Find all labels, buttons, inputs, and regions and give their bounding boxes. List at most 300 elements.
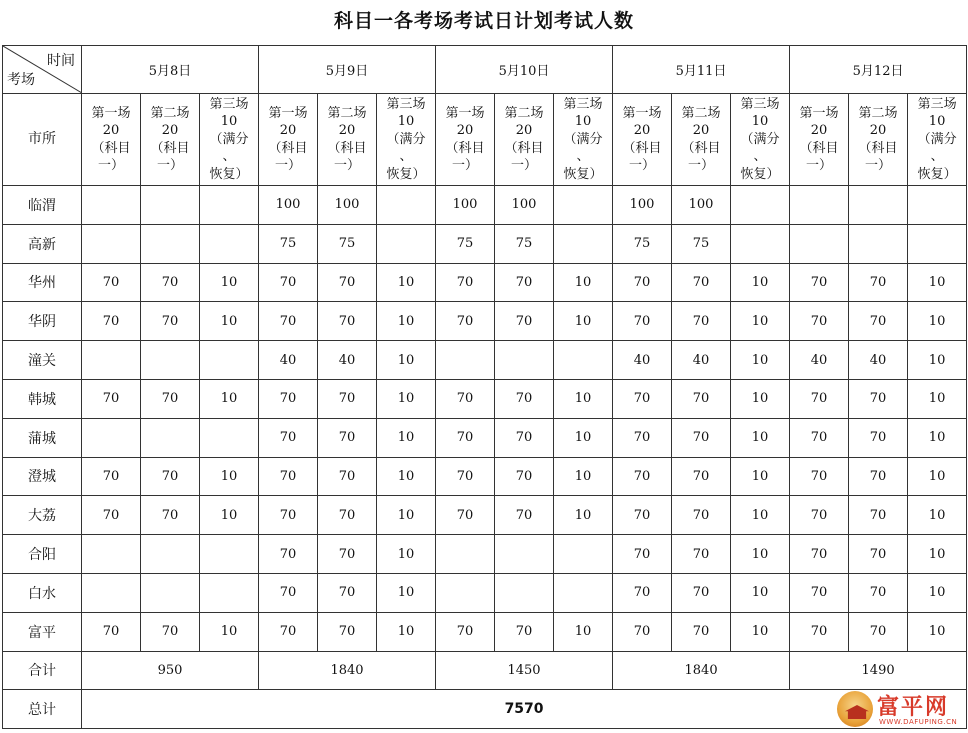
count-cell: 10 [377,263,436,302]
count-cell: 70 [495,612,554,651]
table-row [3,535,967,574]
count-cell: 100 [613,186,672,225]
count-cell: 10 [554,263,613,302]
session-header-line: 一） [451,158,478,173]
session-header-line: （科目 [91,140,131,156]
count-cell: 75 [259,224,318,263]
date-header: 5月8日 [82,46,259,94]
count-cell: 70 [82,457,141,496]
count-cell [141,418,200,457]
venue-name: 华州 [3,263,82,302]
session-header-line: 恢复） [563,166,603,182]
venue-name: 潼关 [3,341,82,380]
count-cell [200,186,259,225]
count-cell: 10 [731,457,790,496]
city-header: 市所 [3,94,82,186]
session-header-line: 20 [515,123,533,138]
count-cell: 70 [259,457,318,496]
count-cell: 70 [672,535,731,574]
date-header: 5月12日 [790,46,967,94]
session-header-line: 第一场 [268,105,308,121]
table-body [3,186,967,652]
venue-name: 澄城 [3,457,82,496]
count-cell [436,573,495,612]
count-cell: 10 [908,302,967,341]
count-cell: 70 [495,496,554,535]
count-cell [495,573,554,612]
count-cell: 70 [141,612,200,651]
venue-name: 华阴 [3,302,82,341]
count-cell [790,186,849,225]
count-cell: 70 [259,573,318,612]
count-cell: 70 [436,379,495,418]
count-cell: 70 [318,612,377,651]
count-cell: 70 [613,263,672,302]
count-cell: 10 [554,496,613,535]
count-cell: 70 [849,496,908,535]
session-header [554,94,613,186]
session-header-line: （科目 [622,140,662,156]
count-cell: 10 [200,263,259,302]
session-header-line: 恢复） [386,166,426,182]
session-header-line: （科目 [150,140,190,156]
table-row [3,302,967,341]
count-cell [377,224,436,263]
count-cell: 70 [613,496,672,535]
count-cell: 10 [377,573,436,612]
session-header-line: 、 [399,149,413,165]
count-cell: 70 [82,302,141,341]
count-cell [200,418,259,457]
count-cell [554,341,613,380]
count-cell [82,186,141,225]
count-cell: 10 [377,457,436,496]
count-cell [141,341,200,380]
session-header-line: 10 [220,114,238,130]
session-header-line: 第一场 [91,105,131,121]
count-cell [495,341,554,380]
document-title: 科目一各考场考试日计划考试人数 [333,10,634,32]
count-cell: 10 [377,302,436,341]
count-cell [200,535,259,574]
date-header: 5月10日 [436,46,613,94]
count-cell: 70 [318,302,377,341]
count-cell: 10 [554,457,613,496]
count-cell: 70 [672,302,731,341]
session-header-line: 、 [222,149,236,165]
count-cell: 10 [554,418,613,457]
session-header-line: 、 [576,149,590,165]
count-cell: 100 [318,186,377,225]
watermark-url: WWW.DAFUPING.CN [879,718,958,726]
session-header-line: 20 [279,123,297,138]
count-cell [495,535,554,574]
subtotal-value: 950 [82,651,259,690]
count-cell [731,224,790,263]
table-row [3,612,967,651]
session-header-line: （科目 [681,140,721,156]
count-cell: 10 [731,535,790,574]
date-header: 5月11日 [613,46,790,94]
count-cell: 40 [672,341,731,380]
count-cell: 70 [318,418,377,457]
session-header-line: 、 [930,149,944,165]
count-cell: 40 [849,341,908,380]
session-header-line: 一） [97,158,124,173]
count-cell [554,224,613,263]
session-header-line: 20 [161,123,179,138]
count-cell: 70 [790,535,849,574]
count-cell: 70 [672,496,731,535]
session-header [731,94,790,186]
count-cell: 70 [849,302,908,341]
count-cell: 70 [790,418,849,457]
count-cell: 10 [554,302,613,341]
session-header-line: 20 [338,123,356,138]
count-cell: 70 [141,379,200,418]
count-cell: 10 [377,496,436,535]
table-row [3,186,967,225]
count-cell: 70 [259,418,318,457]
grand-total-value: 7570 [82,690,967,729]
session-header-line: 第三场 [917,96,957,112]
table-row [3,573,967,612]
count-cell: 10 [908,379,967,418]
count-cell: 70 [613,457,672,496]
count-cell: 10 [908,341,967,380]
count-cell: 70 [672,379,731,418]
session-header-line: （满分 [386,131,426,147]
table-row [3,418,967,457]
grand-total-row [3,690,967,729]
count-cell [849,224,908,263]
session-header-line: 第二场 [150,105,190,121]
session-header [849,94,908,186]
venue-name: 高新 [3,224,82,263]
count-cell: 10 [908,496,967,535]
count-cell [731,186,790,225]
count-cell: 10 [908,263,967,302]
venue-name: 韩城 [3,379,82,418]
count-cell [141,186,200,225]
count-cell: 10 [731,302,790,341]
count-cell: 70 [495,457,554,496]
count-cell: 70 [436,457,495,496]
count-cell: 70 [436,263,495,302]
count-cell: 70 [141,457,200,496]
count-cell [849,186,908,225]
gate-tower-icon [837,691,873,727]
subtotal-row [3,651,967,690]
table-row [3,263,967,302]
exam-schedule-table [2,45,967,729]
count-cell: 40 [318,341,377,380]
time-corner-label: 时间 [47,53,75,69]
count-cell [377,186,436,225]
count-cell: 70 [672,418,731,457]
count-cell: 75 [436,224,495,263]
session-header-line: 第三场 [209,96,249,112]
count-cell: 70 [259,263,318,302]
count-cell: 70 [436,496,495,535]
count-cell: 70 [613,418,672,457]
session-header-line: （科目 [799,140,839,156]
session-header-line: 20 [102,123,120,138]
session-header-line: （科目 [268,140,308,156]
count-cell [82,535,141,574]
count-cell [436,341,495,380]
session-header [495,94,554,186]
count-cell [82,341,141,380]
site-watermark-logo [835,688,965,732]
subtotal-value: 1490 [790,651,967,690]
watermark-text: 富平网 [877,695,950,720]
session-header-line: （满分 [917,131,957,147]
count-cell: 70 [259,535,318,574]
count-cell [200,224,259,263]
count-cell [141,224,200,263]
count-cell: 70 [141,302,200,341]
session-header-line: 一） [688,158,715,173]
count-cell [82,418,141,457]
count-cell: 10 [908,573,967,612]
count-cell: 70 [613,379,672,418]
count-cell: 70 [318,263,377,302]
session-header-line: 10 [574,114,592,130]
count-cell: 70 [790,302,849,341]
count-cell: 10 [908,418,967,457]
count-cell: 70 [495,302,554,341]
count-cell: 10 [377,341,436,380]
count-cell: 100 [259,186,318,225]
count-cell [554,186,613,225]
count-cell: 70 [613,535,672,574]
venue-name: 富平 [3,612,82,651]
session-header-line: （科目 [327,140,367,156]
count-cell [790,224,849,263]
count-cell: 70 [82,263,141,302]
count-cell: 10 [200,496,259,535]
session-header [790,94,849,186]
venue-name: 临渭 [3,186,82,225]
table-row [3,457,967,496]
count-cell [82,224,141,263]
count-cell [200,341,259,380]
session-header-line: 第二场 [504,105,544,121]
subtotal-value: 1840 [259,651,436,690]
count-cell: 70 [849,263,908,302]
table-row [3,341,967,380]
count-cell: 10 [731,496,790,535]
count-cell: 10 [200,302,259,341]
session-header-line: 第一场 [445,105,485,121]
count-cell: 10 [731,379,790,418]
count-cell: 75 [318,224,377,263]
session-header-line: （科目 [858,140,898,156]
session-header-line: （科目 [504,140,544,156]
count-cell: 70 [318,379,377,418]
count-cell: 10 [908,612,967,651]
session-header-row [3,94,967,186]
session-header-line: 第三场 [563,96,603,112]
venue-name: 白水 [3,573,82,612]
count-cell: 10 [377,379,436,418]
table-row [3,496,967,535]
count-cell: 70 [849,379,908,418]
count-cell: 70 [849,418,908,457]
venue-name: 大荔 [3,496,82,535]
session-header-line: 第二场 [858,105,898,121]
date-header: 5月9日 [259,46,436,94]
count-cell: 10 [377,612,436,651]
session-header-line: 20 [692,123,710,138]
count-cell: 70 [790,457,849,496]
session-header-line: 20 [810,123,828,138]
subtotal-label: 合计 [3,651,82,690]
count-cell [82,573,141,612]
count-cell: 10 [200,457,259,496]
session-header [672,94,731,186]
count-cell: 100 [495,186,554,225]
session-header [908,94,967,186]
count-cell: 70 [849,457,908,496]
count-cell: 70 [849,573,908,612]
session-header-line: 一） [865,158,892,173]
count-cell [141,535,200,574]
count-cell: 70 [495,379,554,418]
session-header-line: 第一场 [622,105,662,121]
session-header-line: 20 [633,123,651,138]
session-header-line: （满分 [209,131,249,147]
venue-name: 蒲城 [3,418,82,457]
count-cell: 40 [259,341,318,380]
count-cell: 100 [436,186,495,225]
session-header-line: （科目 [445,140,485,156]
count-cell: 70 [672,573,731,612]
count-cell: 70 [436,418,495,457]
count-cell: 10 [731,263,790,302]
count-cell: 75 [495,224,554,263]
count-cell: 10 [377,535,436,574]
session-header-line: 一） [806,158,833,173]
count-cell: 70 [318,496,377,535]
session-header-line: 第二场 [681,105,721,121]
count-cell [554,573,613,612]
session-header [318,94,377,186]
count-cell: 10 [554,612,613,651]
session-header-line: 一） [156,158,183,173]
count-cell: 70 [613,573,672,612]
count-cell: 70 [790,612,849,651]
count-cell: 70 [259,302,318,341]
table-row [3,379,967,418]
count-cell: 70 [495,418,554,457]
session-header [259,94,318,186]
session-header-line: 10 [751,114,769,130]
session-header-line: 恢复） [740,166,780,182]
count-cell: 70 [259,496,318,535]
grand-total-label: 总计 [3,690,82,729]
venue-name: 合阳 [3,535,82,574]
session-header-line: （满分 [740,131,780,147]
count-cell: 70 [849,535,908,574]
count-cell: 70 [318,457,377,496]
count-cell: 70 [790,263,849,302]
session-header-line: 一） [274,158,301,173]
count-cell: 10 [731,341,790,380]
session-header-line: 一） [510,158,537,173]
count-cell: 70 [259,379,318,418]
count-cell: 10 [908,457,967,496]
count-cell: 70 [82,496,141,535]
count-cell: 10 [377,418,436,457]
count-cell: 40 [790,341,849,380]
date-header-row [3,46,967,94]
corner-header-cell [3,46,82,94]
session-header-line: 第三场 [740,96,780,112]
count-cell: 70 [613,302,672,341]
session-header-line: 恢复） [209,166,249,182]
session-header-line: 、 [753,149,767,165]
session-header-line: 第一场 [799,105,839,121]
count-cell: 75 [672,224,731,263]
session-header-line: 20 [869,123,887,138]
count-cell: 70 [790,496,849,535]
session-header-line: 20 [456,123,474,138]
count-cell: 70 [82,612,141,651]
count-cell: 70 [318,573,377,612]
count-cell [908,186,967,225]
session-header [82,94,141,186]
count-cell: 10 [554,379,613,418]
session-header [141,94,200,186]
count-cell: 70 [436,612,495,651]
count-cell: 70 [141,263,200,302]
session-header [377,94,436,186]
count-cell: 10 [200,379,259,418]
count-cell: 40 [613,341,672,380]
count-cell: 70 [613,612,672,651]
count-cell: 70 [849,612,908,651]
count-cell: 70 [790,379,849,418]
subtotal-value: 1450 [436,651,613,690]
count-cell: 100 [672,186,731,225]
count-cell [554,535,613,574]
count-cell: 70 [672,457,731,496]
count-cell: 10 [731,418,790,457]
table-row [3,224,967,263]
venue-corner-label: 考场 [7,72,35,88]
session-header-line: 一） [629,158,656,173]
count-cell [436,535,495,574]
count-cell: 70 [318,535,377,574]
count-cell: 70 [259,612,318,651]
count-cell: 75 [613,224,672,263]
count-cell: 70 [436,302,495,341]
count-cell: 10 [731,573,790,612]
count-cell: 70 [495,263,554,302]
session-header-line: 恢复） [917,166,957,182]
subtotal-value: 1840 [613,651,790,690]
count-cell: 10 [200,612,259,651]
session-header-line: 一） [333,158,360,173]
session-header [613,94,672,186]
session-header-line: 第二场 [327,105,367,121]
count-cell: 70 [141,496,200,535]
session-header [436,94,495,186]
count-cell: 70 [672,263,731,302]
count-cell: 10 [731,612,790,651]
